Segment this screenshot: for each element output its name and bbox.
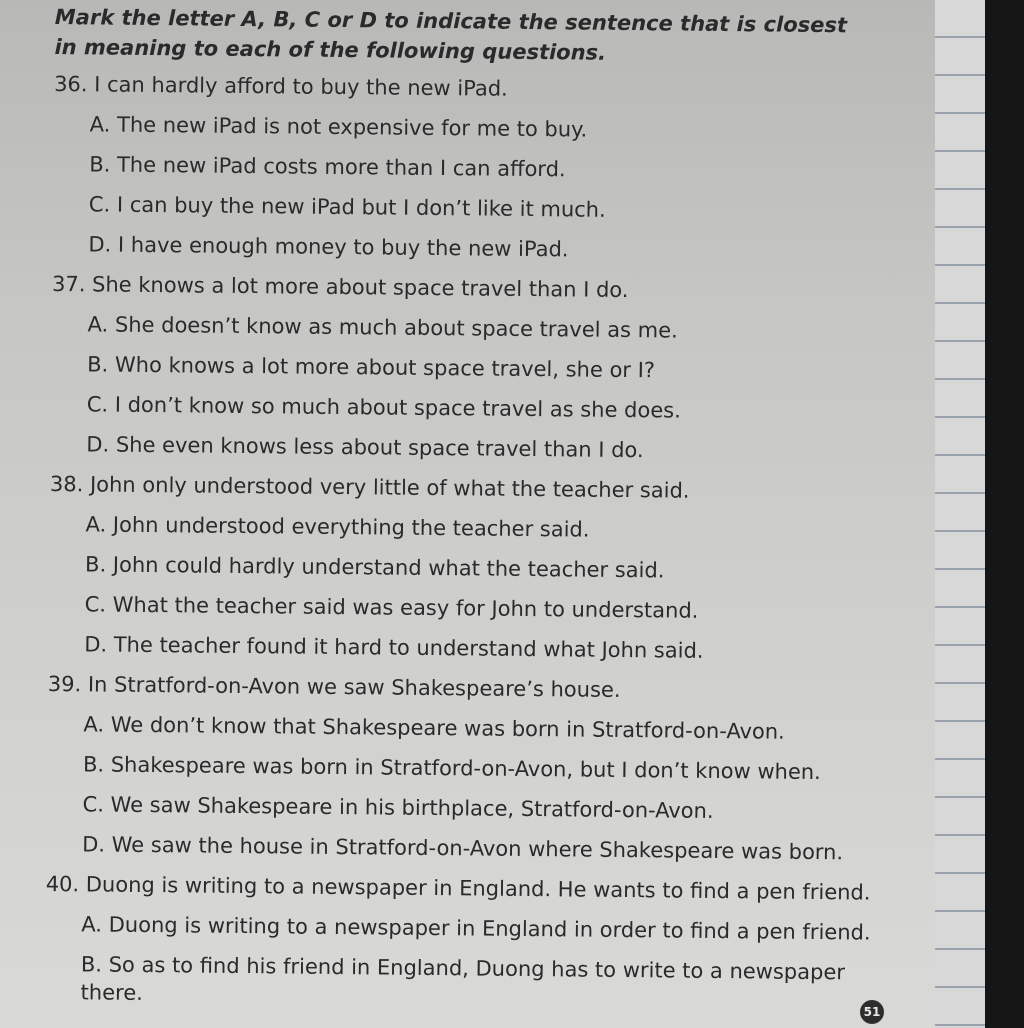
question-36 bbox=[52, 70, 914, 267]
option-c: C. We saw Shakespeare in his birthplace, Stratford-on-Avon. bbox=[82, 792, 714, 823]
question-40 bbox=[44, 870, 905, 1015]
question-text: 36. I can hardly afford to buy the new iPad. bbox=[54, 71, 508, 101]
option-d: D. She even knows less about space travel than I do. bbox=[86, 432, 644, 463]
option-d: D. The teacher found it hard to understand what John said. bbox=[84, 632, 704, 663]
option-c: C. I can buy the new iPad but I don’t like it much. bbox=[88, 192, 606, 222]
dark-background-edge bbox=[985, 0, 1024, 1028]
option-a: A. She doesn’t know as much about space travel as me. bbox=[87, 312, 678, 343]
option-b: B. John could hardly understand what the teacher said. bbox=[84, 552, 665, 583]
option-d: D. I have enough money to buy the new iPad. bbox=[88, 232, 569, 262]
option-b: B. Who knows a lot more about space travel, she or I? bbox=[87, 352, 656, 383]
question-39 bbox=[46, 670, 908, 867]
option-c: C. What the teacher said was easy for John to understand. bbox=[84, 592, 699, 623]
option-c: C. I don’t know so much about space travel as she does. bbox=[86, 392, 681, 423]
exercise-content bbox=[44, 2, 915, 1027]
option-b: B. Shakespeare was born in Stratford-on-Avon, but I don’t know when. bbox=[82, 752, 821, 785]
question-text: 40. Duong is writing to a newspaper in England. He wants to find a pen friend. bbox=[45, 871, 871, 905]
question-37 bbox=[50, 270, 912, 467]
question-text: 39. In Stratford-on-Avon we saw Shakespeare’s house. bbox=[47, 671, 621, 702]
exercise-instruction: Mark the letter A, B, C or D to indicate the sentence that is closest in meaning to each of the following questions. bbox=[54, 4, 848, 65]
option-a: A. We don’t know that Shakespeare was born in Stratford-on-Avon. bbox=[83, 712, 785, 744]
option-b: B. The new iPad costs more than I can afford. bbox=[89, 152, 566, 182]
question-text: 37. She knows a lot more about space travel than I do. bbox=[51, 271, 629, 303]
option-a: A. The new iPad is not expensive for me to buy. bbox=[89, 112, 588, 142]
question-38 bbox=[48, 470, 910, 667]
option-a: A. Duong is writing to a newspaper in England in order to find a pen friend. bbox=[81, 912, 871, 945]
lined-notebook-edge bbox=[935, 0, 985, 1028]
page-number-badge: 51 bbox=[860, 1000, 884, 1024]
question-text: 38. John only understood very little of what the teacher said. bbox=[49, 471, 690, 503]
option-a: A. John understood everything the teacher said. bbox=[85, 512, 590, 542]
option-d: D. We saw the house in Stratford-on-Avon where Shakespeare was born. bbox=[82, 832, 844, 865]
option-b: B. So as to find his friend in England, Duong has to write to a newspaper there. bbox=[80, 952, 846, 1005]
